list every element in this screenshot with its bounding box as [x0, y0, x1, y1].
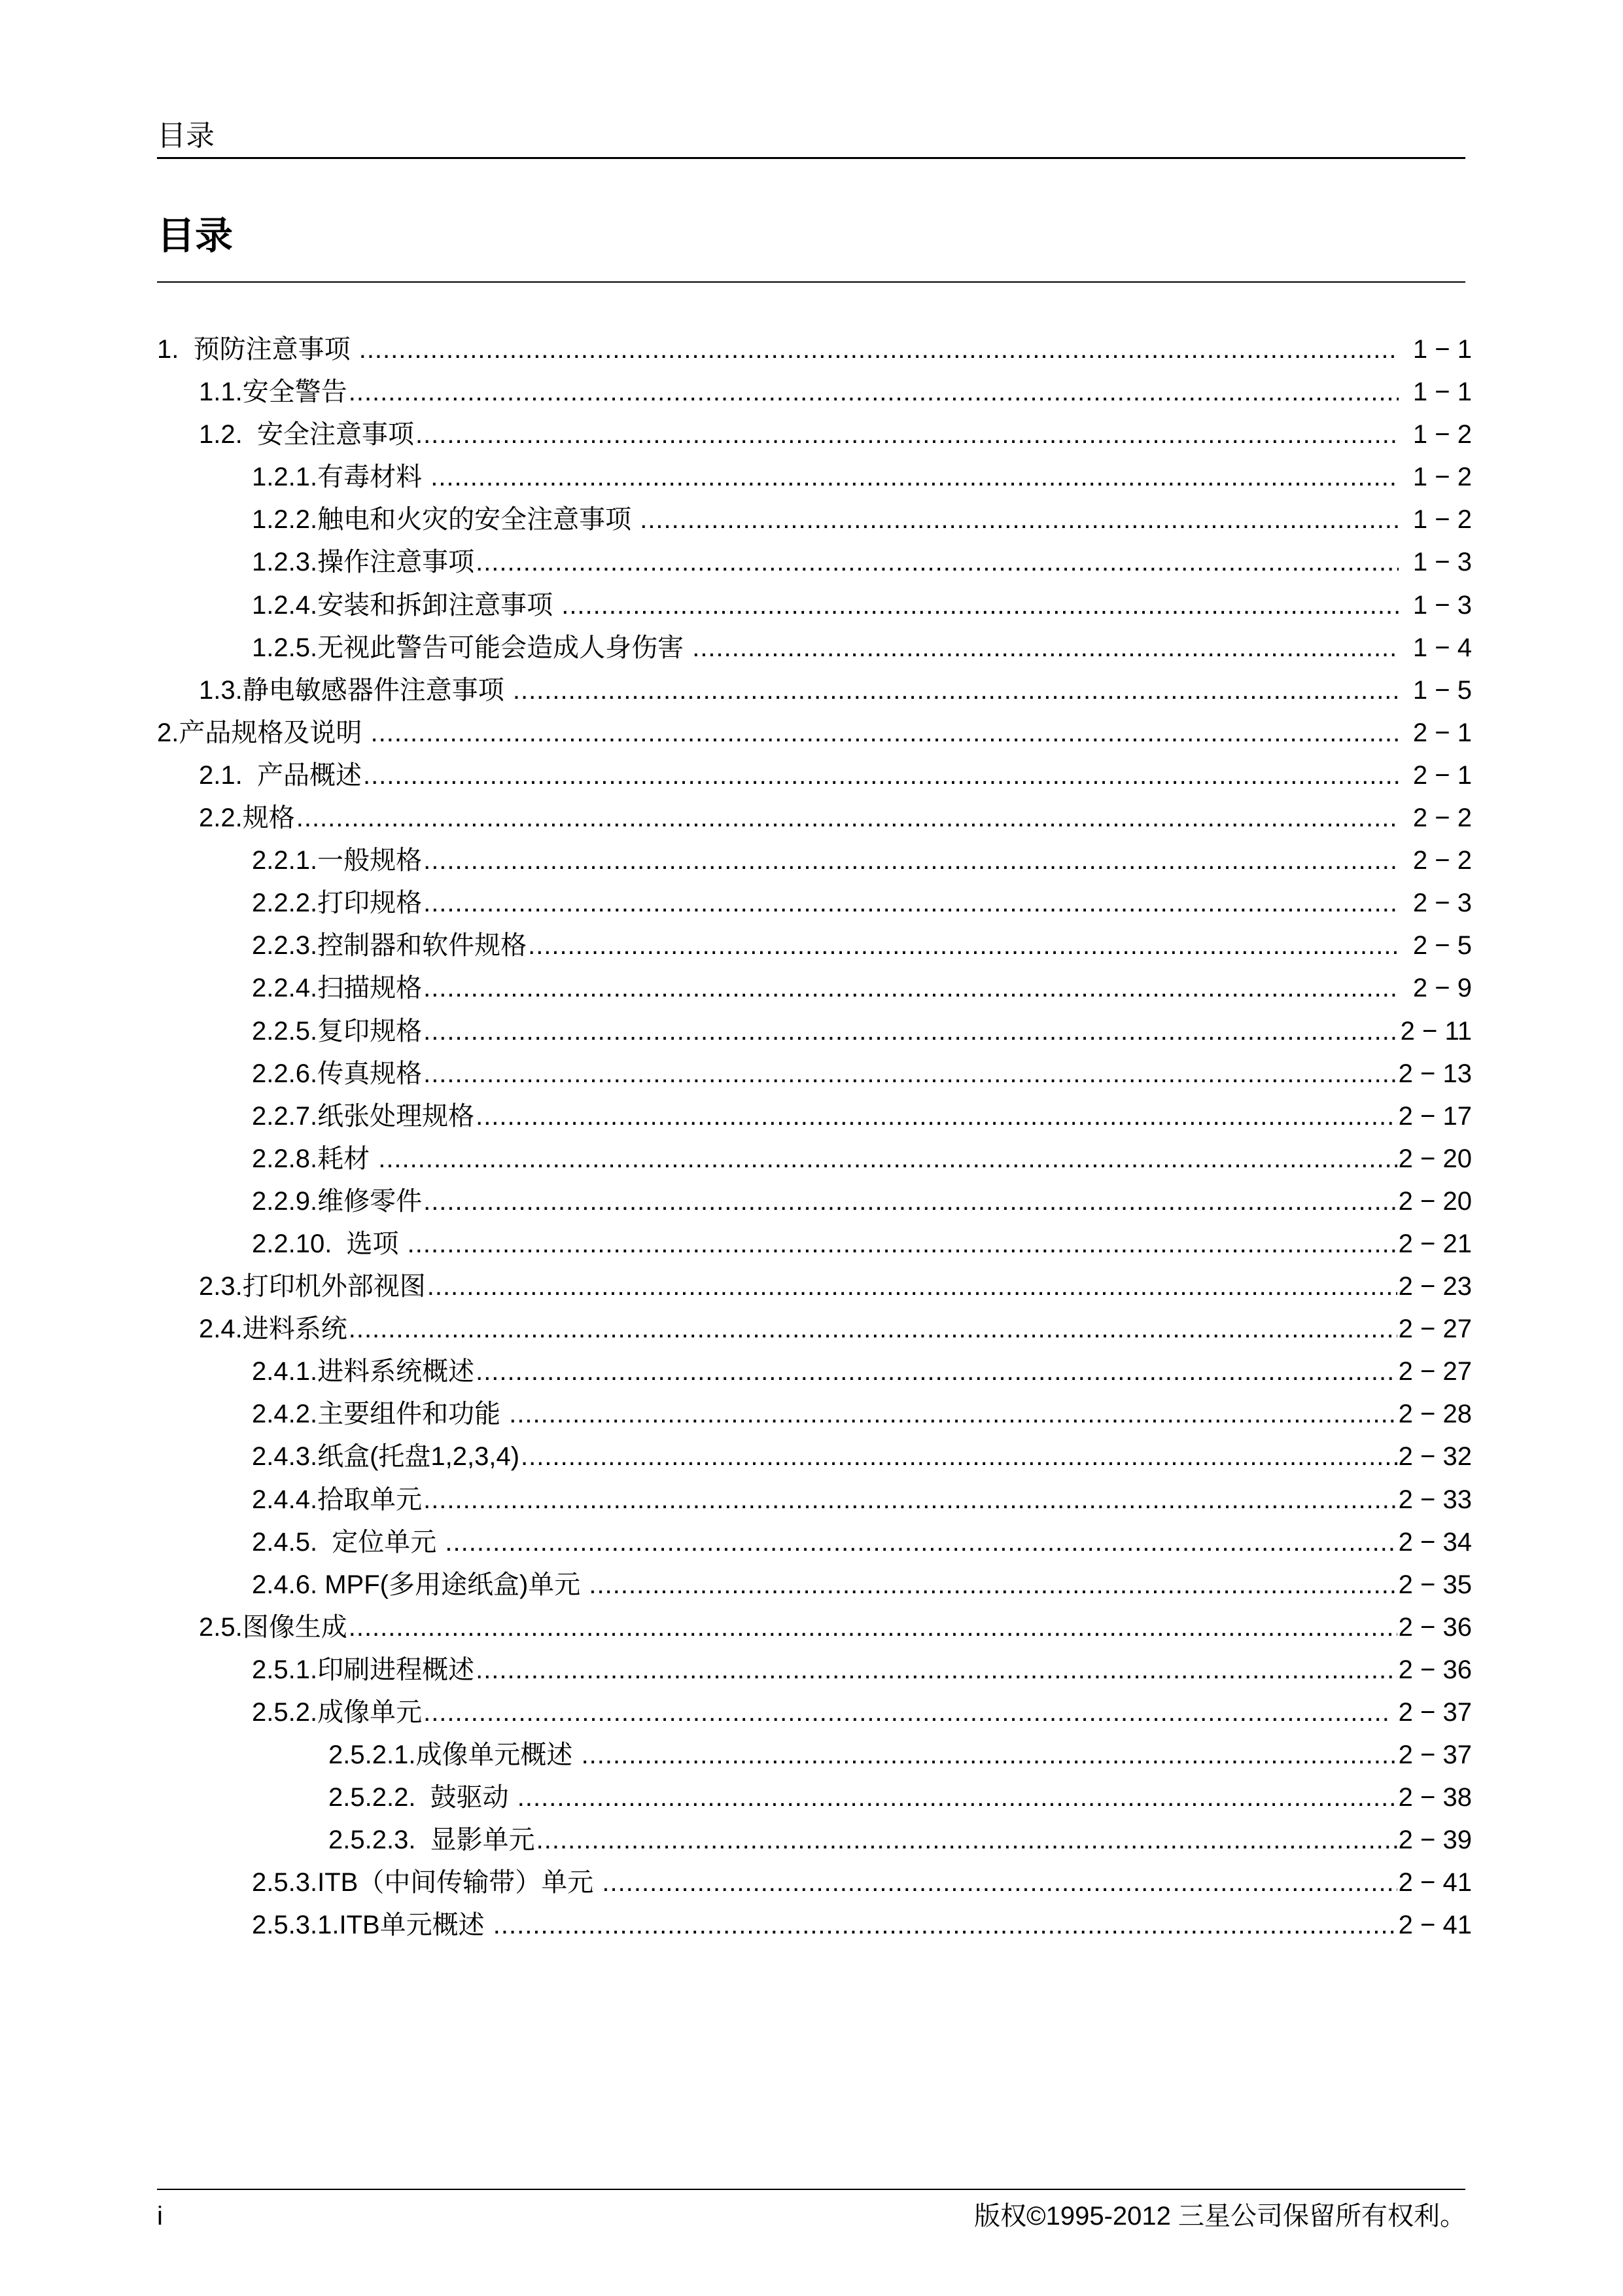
toc-dot-leader [692, 627, 1399, 669]
footer-rule [157, 2189, 1465, 2190]
toc-dot-leader [423, 967, 1399, 1010]
toc-entry-page: 1 − 1 [1412, 335, 1472, 364]
toc-entry[interactable] [157, 925, 1472, 967]
toc-entry-title: 1.2.4.安装和拆卸注意事项 [252, 590, 561, 620]
toc-dot-leader [476, 1095, 1397, 1138]
toc-entry-page: 2 − 34 [1398, 1527, 1472, 1557]
toc-dot-leader [476, 1649, 1397, 1691]
table-of-contents [157, 328, 1472, 1947]
toc-entry-page: 2 − 41 [1398, 1911, 1472, 1940]
toc-entry-page: 2 − 5 [1412, 931, 1472, 961]
toc-dot-leader [359, 328, 1399, 371]
toc-entry-page: 1 − 5 [1412, 675, 1472, 705]
toc-entry-title: 2.5.3.ITB（中间传输带）单元 [252, 1868, 601, 1898]
toc-entry-title: 1.2.3.操作注意事项 [252, 548, 475, 577]
toc-dot-leader [423, 882, 1399, 925]
toc-entry-page: 1 − 2 [1412, 420, 1472, 450]
copyright-notice: 版权©1995-2012 三星公司保留所有权利。 [974, 2202, 1466, 2231]
toc-entry[interactable] [157, 1010, 1472, 1053]
toc-dot-leader [509, 1393, 1397, 1436]
toc-dot-leader [408, 1223, 1397, 1265]
toc-dot-leader [296, 797, 1399, 839]
toc-entry-page: 2 − 9 [1412, 974, 1472, 1003]
toc-entry-page: 2 − 27 [1398, 1315, 1472, 1344]
toc-dot-leader [423, 1479, 1397, 1521]
toc-entry-page: 2 − 17 [1398, 1101, 1472, 1131]
toc-dot-leader [349, 371, 1399, 414]
toc-entry-title: 2.5.2.2. 鼓驱动 [328, 1783, 516, 1812]
toc-entry-title: 2.5.2.1.成像单元概述 [328, 1740, 580, 1770]
toc-entry-page: 2 − 41 [1398, 1868, 1472, 1898]
toc-dot-leader [513, 669, 1399, 712]
toc-entry-page: 1 − 1 [1412, 378, 1472, 407]
toc-dot-leader [349, 1308, 1397, 1351]
toc-entry[interactable] [157, 1776, 1472, 1819]
toc-entry-title: 2.5.图像生成 [199, 1612, 347, 1642]
toc-entry[interactable] [157, 882, 1472, 925]
toc-entry-page: 1 − 4 [1412, 633, 1472, 662]
toc-entry[interactable] [157, 1649, 1472, 1691]
toc-entry[interactable] [157, 1904, 1472, 1947]
toc-entry-title: 1.2.5.无视此警告可能会造成人身伤害 [252, 633, 691, 662]
toc-entry-page: 2 − 23 [1398, 1272, 1472, 1301]
toc-entry[interactable] [157, 1180, 1472, 1223]
toc-entry-title: 2.2.7.纸张处理规格 [252, 1101, 475, 1131]
toc-entry[interactable] [157, 1691, 1472, 1734]
toc-entry[interactable] [157, 1521, 1472, 1564]
toc-entry[interactable] [157, 1479, 1472, 1521]
toc-dot-leader [493, 1904, 1397, 1947]
toc-entry[interactable] [157, 712, 1472, 754]
toc-dot-leader [517, 1776, 1397, 1819]
toc-entry[interactable] [157, 328, 1472, 371]
toc-entry-page: 1 − 2 [1412, 463, 1472, 492]
running-header: 目录 [157, 120, 215, 152]
toc-dot-leader [476, 541, 1399, 584]
toc-entry-page: 2 − 11 [1400, 1016, 1472, 1046]
toc-entry-title: 2.4.进料系统 [199, 1315, 347, 1344]
toc-entry[interactable] [157, 1265, 1472, 1308]
toc-entry[interactable] [157, 1138, 1472, 1180]
toc-entry-title: 2.2.1.一般规格 [252, 846, 423, 875]
toc-entry-title: 2.4.4.拾取单元 [252, 1485, 423, 1514]
toc-entry[interactable] [157, 1819, 1472, 1862]
toc-entry[interactable] [157, 797, 1472, 839]
toc-entry-title: 2.5.1.印刷进程概述 [252, 1655, 475, 1684]
toc-entry[interactable] [157, 1862, 1472, 1904]
toc-entry-page: 2 − 33 [1398, 1485, 1472, 1514]
toc-entry-title: 2.2.8.耗材 [252, 1144, 377, 1173]
toc-entry[interactable] [157, 1223, 1472, 1265]
toc-entry-page: 2 − 28 [1398, 1400, 1472, 1429]
toc-entry-page: 2 − 39 [1398, 1826, 1472, 1855]
toc-entry[interactable] [157, 456, 1472, 499]
toc-entry-title: 1.3.静电敏感器件注意事项 [199, 675, 512, 705]
toc-entry[interactable] [157, 627, 1472, 669]
toc-entry-title: 2.3.打印机外部视图 [199, 1272, 426, 1301]
toc-dot-leader [561, 584, 1399, 627]
toc-entry-page: 2 − 27 [1398, 1357, 1472, 1386]
toc-entry[interactable] [157, 541, 1472, 584]
toc-entry-page: 2 − 37 [1398, 1740, 1472, 1770]
toc-dot-leader [423, 839, 1399, 882]
toc-entry[interactable] [157, 1734, 1472, 1776]
toc-entry[interactable] [157, 584, 1472, 627]
header-rule [157, 157, 1465, 159]
toc-entry[interactable] [157, 1393, 1472, 1436]
toc-dot-leader [536, 1819, 1397, 1862]
toc-dot-leader [415, 414, 1399, 456]
toc-entry-page: 1 − 3 [1412, 590, 1472, 620]
toc-dot-leader [445, 1521, 1397, 1564]
toc-dot-leader [589, 1564, 1397, 1606]
toc-entry-page: 2 − 32 [1398, 1442, 1472, 1472]
toc-dot-leader [521, 1436, 1397, 1478]
toc-dot-leader [423, 1053, 1397, 1095]
toc-entry-title: 2.2.规格 [199, 804, 295, 833]
toc-entry-page: 2 − 35 [1398, 1570, 1472, 1599]
toc-entry-page: 2 − 36 [1398, 1655, 1472, 1684]
toc-entry-title: 2.2.5.复印规格 [252, 1016, 423, 1046]
toc-entry[interactable] [157, 839, 1472, 882]
toc-entry[interactable] [157, 1095, 1472, 1138]
toc-dot-leader [582, 1734, 1397, 1776]
toc-entry[interactable] [157, 371, 1472, 414]
toc-entry-title: 1.2. 安全注意事项 [199, 420, 414, 450]
toc-entry-title: 1.2.1.有毒材料 [252, 463, 430, 492]
toc-entry-title: 2.2.2.打印规格 [252, 889, 423, 918]
toc-dot-leader [427, 1265, 1397, 1308]
toc-entry[interactable] [157, 1564, 1472, 1606]
toc-dot-leader [602, 1862, 1397, 1904]
toc-dot-leader [349, 1606, 1397, 1649]
page-title: 目录 [157, 215, 234, 257]
toc-entry-page: 2 − 13 [1398, 1059, 1472, 1088]
page-number: i [157, 2202, 163, 2231]
toc-entry[interactable] [157, 499, 1472, 541]
toc-dot-leader [423, 1180, 1397, 1223]
toc-dot-leader [423, 1010, 1399, 1053]
toc-entry-title: 2.5.2.成像单元 [252, 1698, 423, 1727]
toc-entry-title: 2.4.3.纸盒(托盘1,2,3,4) [252, 1442, 520, 1472]
toc-entry-title: 2.4.5. 定位单元 [252, 1527, 444, 1557]
toc-dot-leader [476, 1351, 1397, 1393]
toc-entry[interactable] [157, 1436, 1472, 1478]
toc-entry-title: 2.2.10. 选项 [252, 1229, 406, 1258]
toc-entry-title: 2.5.3.1.ITB单元概述 [252, 1911, 492, 1940]
toc-dot-leader [423, 1691, 1389, 1734]
title-rule [157, 281, 1465, 283]
toc-entry-page: 2 − 38 [1398, 1783, 1472, 1812]
toc-dot-leader [640, 499, 1399, 541]
toc-entry[interactable] [157, 414, 1472, 456]
toc-entry-title: 2.2.4.扫描规格 [252, 974, 423, 1003]
toc-entry-title: 2.产品规格及说明 [157, 718, 370, 747]
toc-entry-title: 1.1.安全警告 [199, 378, 347, 407]
toc-entry-title: 2.2.3.控制器和软件规格 [252, 931, 527, 961]
toc-dot-leader [363, 754, 1399, 797]
toc-entry-title: 2.2.6.传真规格 [252, 1059, 423, 1088]
toc-entry-page: 2 − 2 [1412, 846, 1472, 875]
toc-dot-leader [370, 712, 1399, 754]
toc-entry-page: 2 − 3 [1412, 889, 1472, 918]
toc-entry-title: 2.4.6. MPF(多用途纸盒)单元 [252, 1570, 588, 1599]
toc-entry-page: 2 − 2 [1412, 804, 1472, 833]
toc-entry[interactable] [157, 669, 1472, 712]
toc-dot-leader [430, 456, 1399, 499]
toc-entry-title: 2.4.2.主要组件和功能 [252, 1400, 508, 1429]
toc-entry-page: 1 − 3 [1412, 548, 1472, 577]
toc-dot-leader [378, 1138, 1397, 1180]
toc-entry-title: 2.1. 产品概述 [199, 760, 362, 790]
toc-entry-page: 2 − 37 [1391, 1698, 1472, 1727]
toc-entry[interactable] [157, 1351, 1472, 1393]
toc-entry-page: 2 − 20 [1398, 1144, 1472, 1173]
toc-entry-title: 2.5.2.3. 显影单元 [328, 1826, 535, 1855]
toc-entry[interactable] [157, 1606, 1472, 1649]
toc-entry-page: 2 − 20 [1398, 1186, 1472, 1216]
toc-entry-title: 2.4.1.进料系统概述 [252, 1357, 475, 1386]
toc-entry-title: 2.2.9.维修零件 [252, 1186, 423, 1216]
toc-entry[interactable] [157, 754, 1472, 797]
toc-entry[interactable] [157, 1308, 1472, 1351]
toc-entry-title: 1. 预防注意事项 [157, 335, 358, 364]
toc-entry-page: 2 − 1 [1412, 718, 1472, 747]
toc-entry-page: 2 − 21 [1398, 1229, 1472, 1258]
toc-entry[interactable] [157, 1053, 1472, 1095]
toc-dot-leader [528, 925, 1399, 967]
toc-entry-page: 1 − 2 [1412, 505, 1472, 535]
toc-entry[interactable] [157, 967, 1472, 1010]
toc-entry-page: 2 − 36 [1398, 1612, 1472, 1642]
toc-entry-page: 2 − 1 [1412, 760, 1472, 790]
toc-entry-title: 1.2.2.触电和火灾的安全注意事项 [252, 505, 639, 535]
